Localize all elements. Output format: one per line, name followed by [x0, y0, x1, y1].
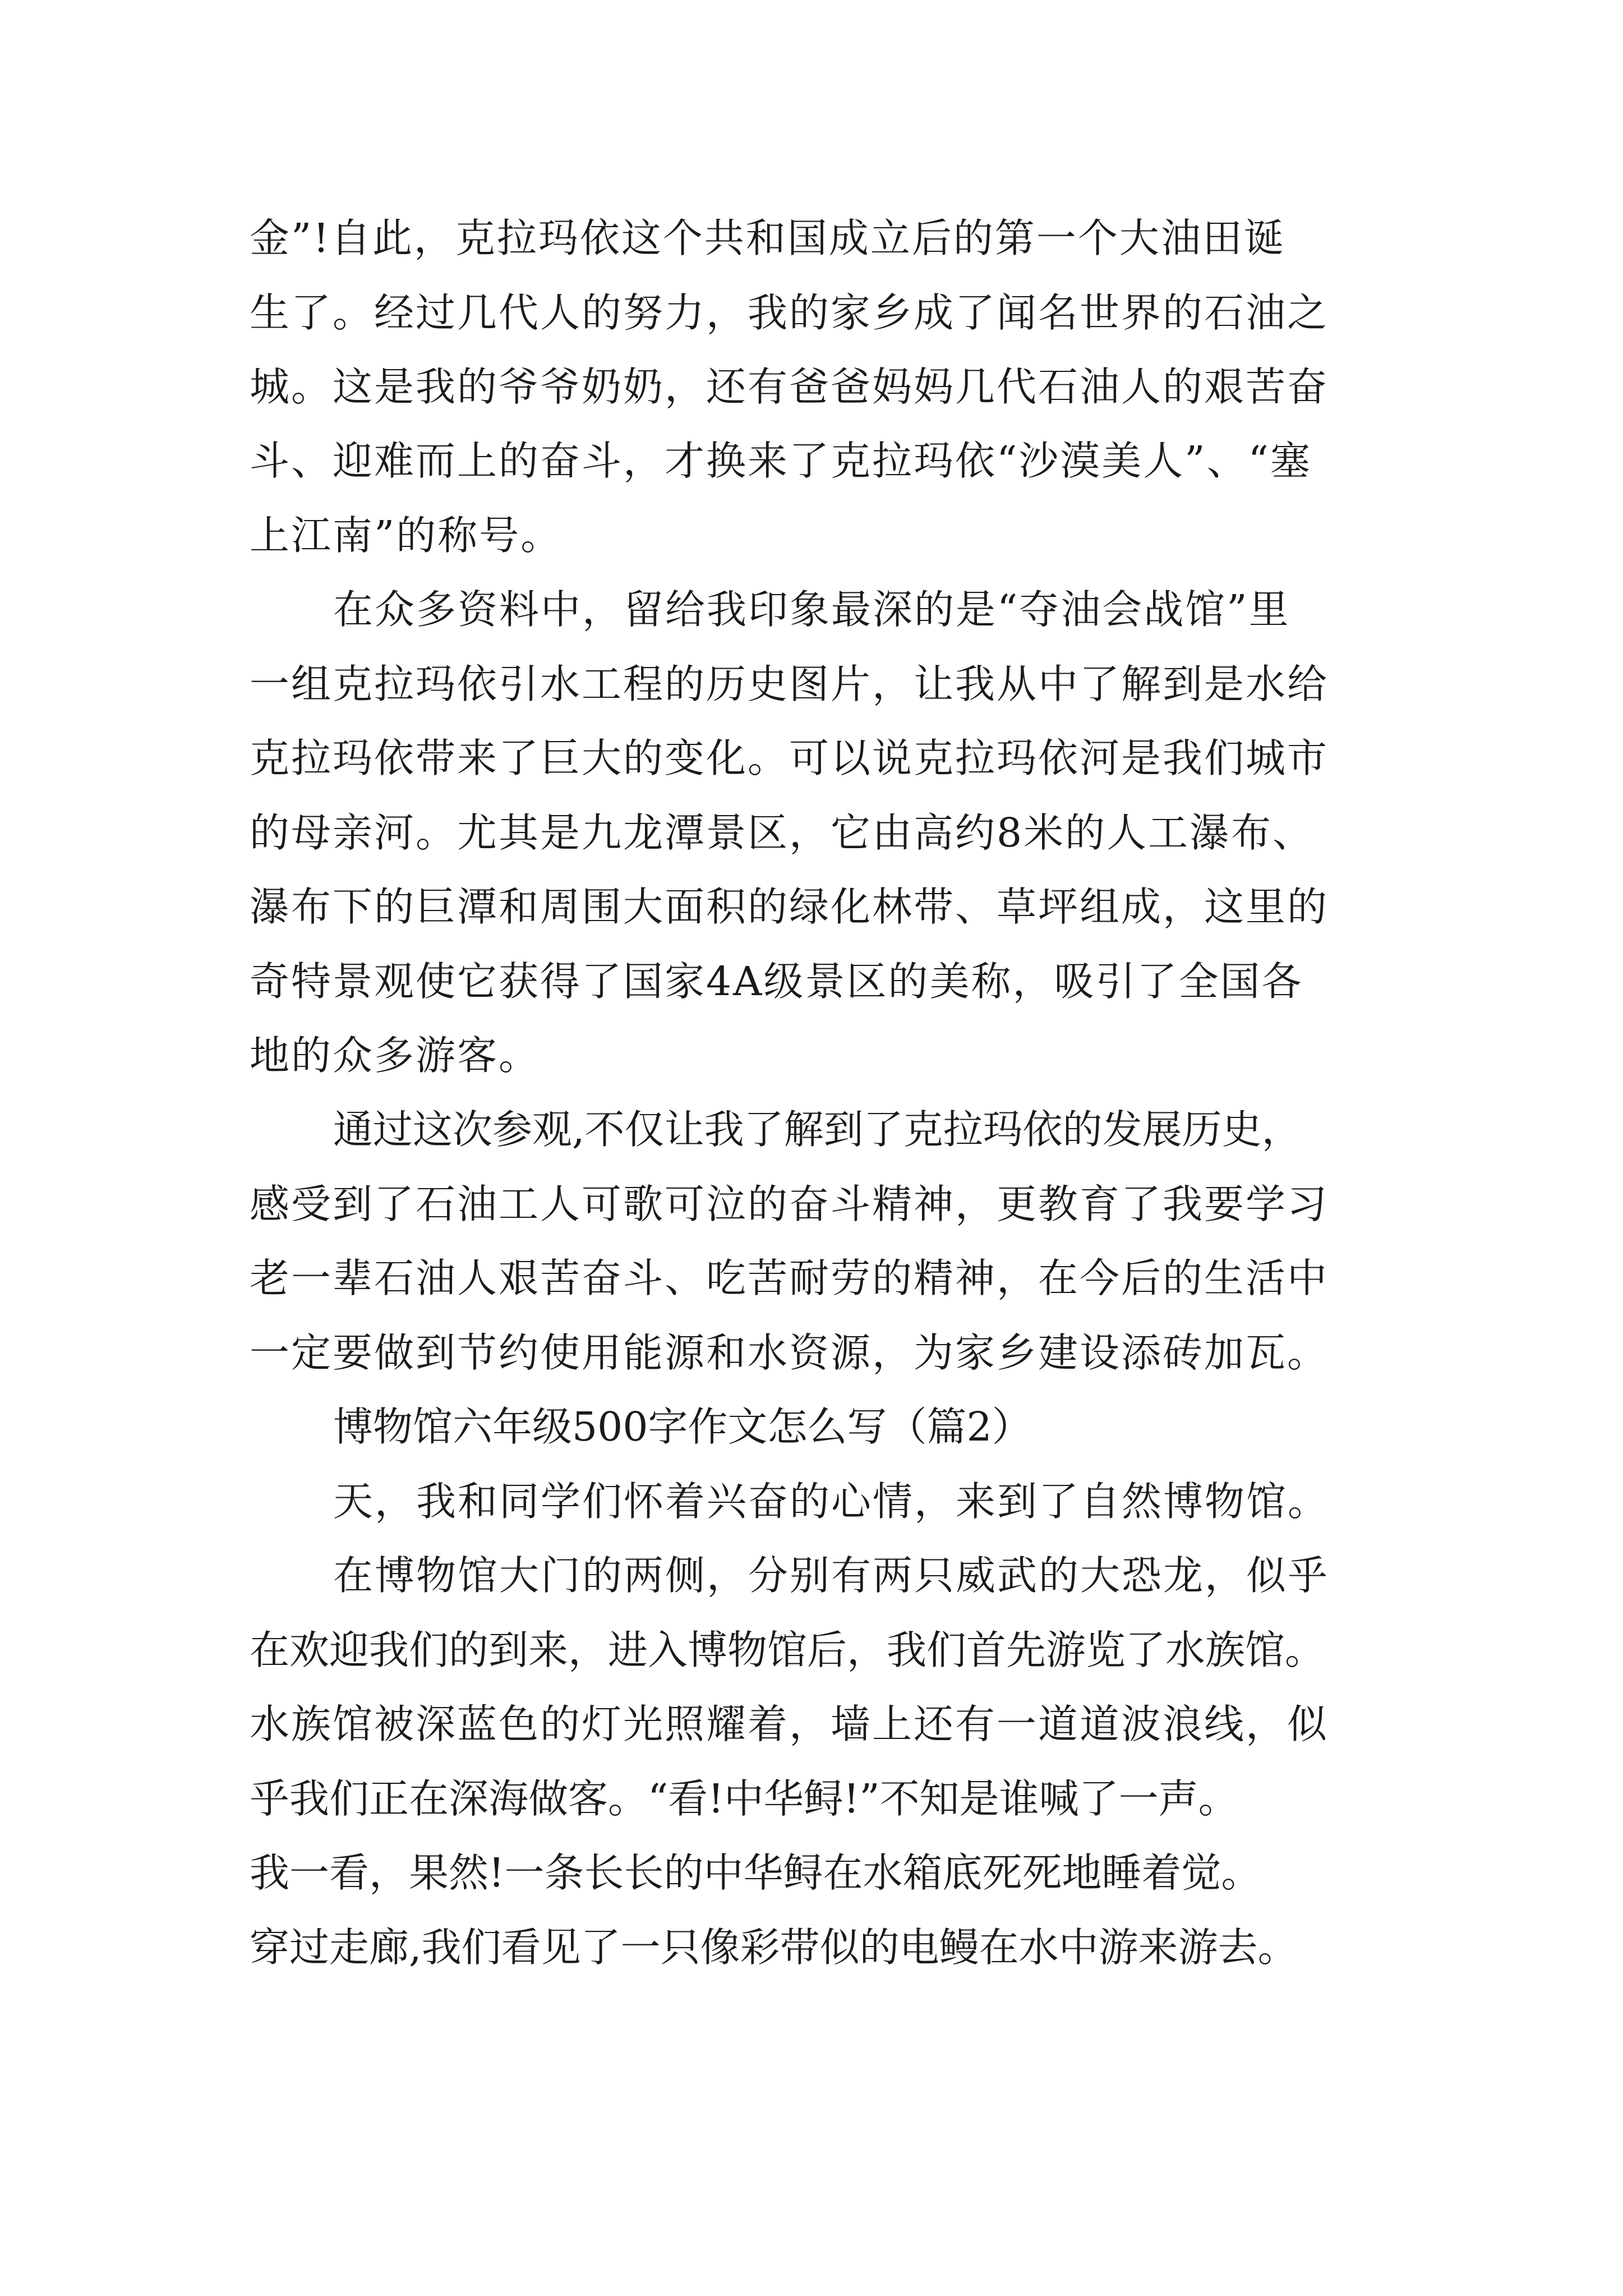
paragraph-first-line: 在博物馆大门的两侧，分别有两只威武的大恐龙，似乎 [333, 1552, 1330, 1599]
text-line: 的母亲河。尤其是九龙潭景区，它由高约8米的人工瀑布、 [250, 809, 1315, 856]
text-line: 穿过走廊,我们看见了一只像彩带似的电鳗在水中游来游去。 [250, 1924, 1298, 1971]
text-line: 在欢迎我们的到来，进入博物馆后，我们首先游览了水族馆。 [250, 1627, 1325, 1673]
text-line: 地的众多游客。 [250, 1032, 541, 1079]
paragraph-first-line: 通过这次参观,不仅让我了解到了克拉玛依的发展历史， [333, 1106, 1302, 1153]
text-line: 一定要做到节约使用能源和水资源，为家乡建设添砖加瓦。 [250, 1329, 1329, 1376]
text-line: 感受到了石油工人可歌可泣的奋斗精神，更教育了我要学习 [250, 1181, 1329, 1227]
text-line: 奇特景观使它获得了国家4A级景区的美称，吸引了全国各 [250, 958, 1303, 1005]
paragraph-first-line: 在众多资料中，留给我印象最深的是“夺油会战馆”里 [333, 586, 1290, 633]
text-line: 克拉玛依带来了巨大的变化。可以说克拉玛依河是我们城市 [250, 735, 1329, 781]
text-line: 瀑布下的巨潭和周围大面积的绿化林带、草坪组成，这里的 [250, 884, 1329, 930]
section-heading: 博物馆六年级500字作文怎么写（篇2） [333, 1404, 1032, 1450]
text-line: 水族馆被深蓝色的灯光照耀着，墙上还有一道道波浪线，似 [250, 1701, 1329, 1747]
text-line: 乎我们正在深海做客。“看!中华鲟!”不知是谁喊了一声。 [250, 1775, 1238, 1822]
text-line: 我一看，果然!一条长长的中华鲟在水箱底死死地睡着觉。 [250, 1849, 1261, 1896]
text-line: 生了。经过几代人的努力，我的家乡成了闻名世界的石油之 [250, 289, 1329, 336]
paragraph-first-line: 天，我和同学们怀着兴奋的心情，来到了自然博物馆。 [333, 1478, 1330, 1525]
text-line: 老一辈石油人艰苦奋斗、吃苦耐劳的精神，在今后的生活中 [250, 1255, 1329, 1301]
text-line: 上江南”的称号。 [250, 512, 562, 559]
text-line: 一组克拉玛依引水工程的历史图片，让我从中了解到是水给 [250, 661, 1329, 707]
text-line: 斗、迎难而上的奋斗，才换来了克拉玛依“沙漠美人”、“塞 [250, 438, 1312, 484]
text-line: 城。这是我的爷爷奶奶，还有爸爸妈妈几代石油人的艰苦奋 [250, 364, 1329, 410]
text-line: 金”!自此，克拉玛依这个共和国成立后的第一个大油田诞 [250, 215, 1285, 261]
